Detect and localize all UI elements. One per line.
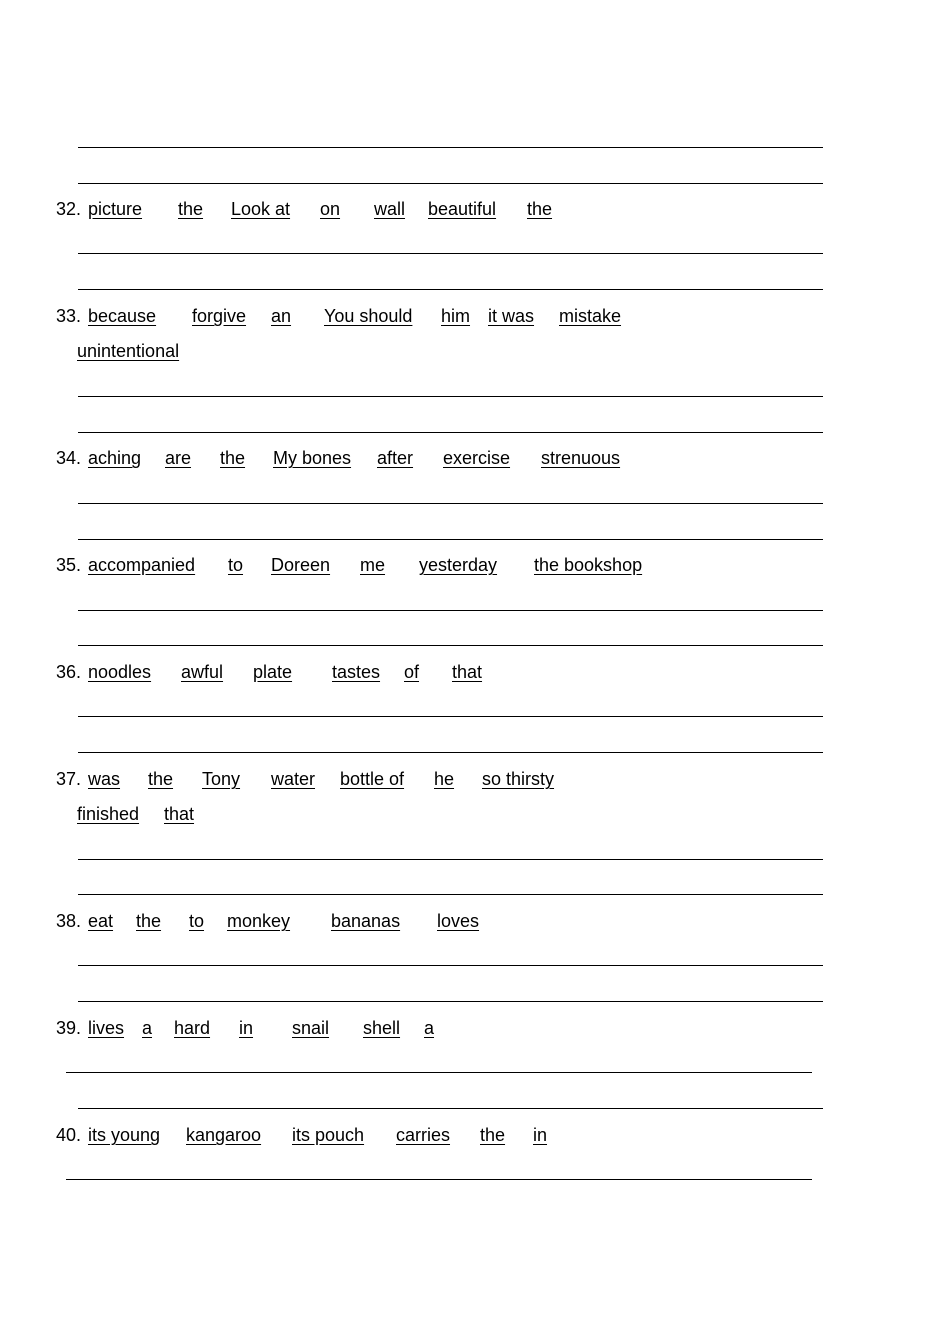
word-tile: the <box>220 448 246 468</box>
word-tile: monkey <box>227 911 291 931</box>
word-tile: lives <box>88 1018 125 1038</box>
word-tile: carries <box>396 1125 451 1145</box>
word-tile: after <box>377 448 414 468</box>
word-tile: me <box>360 555 386 575</box>
word-tile: awful <box>181 662 224 682</box>
question-number: 34. <box>56 448 82 468</box>
answer-line <box>78 716 823 717</box>
word-tile: on <box>320 199 341 219</box>
answer-line <box>78 1108 823 1109</box>
word-tile: eat <box>88 911 114 931</box>
word-tile: wall <box>374 199 406 219</box>
question-number: 32. <box>56 199 82 219</box>
answer-line <box>78 859 823 860</box>
word-tile: that <box>452 662 483 682</box>
word-tile: the <box>148 769 174 789</box>
word-tile: its pouch <box>292 1125 365 1145</box>
word-tile: are <box>165 448 192 468</box>
answer-line <box>78 183 823 184</box>
word-tile: hard <box>174 1018 211 1038</box>
answer-line <box>66 1072 812 1073</box>
word-tile: strenuous <box>541 448 621 468</box>
word-tile: noodles <box>88 662 152 682</box>
answer-line <box>78 432 823 433</box>
question-number: 40. <box>56 1125 82 1145</box>
question-number: 33. <box>56 306 82 326</box>
word-tile: to <box>228 555 244 575</box>
word-tile: he <box>434 769 455 789</box>
word-tile: the bookshop <box>534 555 643 575</box>
question-number: 38. <box>56 911 82 931</box>
word-tile: bananas <box>331 911 401 931</box>
word-tile: Doreen <box>271 555 331 575</box>
word-tile: aching <box>88 448 142 468</box>
word-tile: in <box>533 1125 548 1145</box>
word-tile: that <box>164 804 195 824</box>
word-tile: was <box>88 769 121 789</box>
answer-line <box>78 253 823 254</box>
word-tile: water <box>271 769 316 789</box>
word-tile: it was <box>488 306 535 326</box>
answer-line <box>78 539 823 540</box>
word-tile: finished <box>77 804 140 824</box>
word-tile: exercise <box>443 448 511 468</box>
word-tile: of <box>404 662 420 682</box>
word-tile: My bones <box>273 448 352 468</box>
word-tile: mistake <box>559 306 622 326</box>
word-tile: the <box>178 199 204 219</box>
word-tile: forgive <box>192 306 247 326</box>
word-tile: to <box>189 911 205 931</box>
question-number: 39. <box>56 1018 82 1038</box>
word-tile: Look at <box>231 199 291 219</box>
question-number: 35. <box>56 555 82 575</box>
word-tile: You should <box>324 306 413 326</box>
answer-line <box>78 645 823 646</box>
word-tile: bottle of <box>340 769 405 789</box>
word-tile: the <box>527 199 553 219</box>
word-tile: him <box>441 306 471 326</box>
answer-line <box>78 894 823 895</box>
word-tile: unintentional <box>77 341 180 361</box>
word-tile: plate <box>253 662 293 682</box>
word-tile: so thirsty <box>482 769 555 789</box>
answer-line <box>78 147 823 148</box>
answer-line <box>78 1001 823 1002</box>
word-tile: a <box>142 1018 153 1038</box>
word-tile: snail <box>292 1018 330 1038</box>
word-tile: an <box>271 306 292 326</box>
answer-line <box>78 610 823 611</box>
word-tile: the <box>480 1125 506 1145</box>
word-tile: yesterday <box>419 555 498 575</box>
word-tile: tastes <box>332 662 381 682</box>
word-tile: the <box>136 911 162 931</box>
word-tile: shell <box>363 1018 401 1038</box>
word-tile: accompanied <box>88 555 196 575</box>
word-tile: a <box>424 1018 435 1038</box>
word-tile: picture <box>88 199 143 219</box>
word-tile: its young <box>88 1125 161 1145</box>
answer-line <box>66 1179 812 1180</box>
answer-line <box>78 396 823 397</box>
word-tile: in <box>239 1018 254 1038</box>
answer-line <box>78 289 823 290</box>
word-tile: kangaroo <box>186 1125 262 1145</box>
question-number: 36. <box>56 662 82 682</box>
word-tile: because <box>88 306 157 326</box>
answer-line <box>78 965 823 966</box>
question-number: 37. <box>56 769 82 789</box>
word-tile: Tony <box>202 769 241 789</box>
word-tile: beautiful <box>428 199 497 219</box>
answer-line <box>78 503 823 504</box>
answer-line <box>78 752 823 753</box>
word-tile: loves <box>437 911 480 931</box>
